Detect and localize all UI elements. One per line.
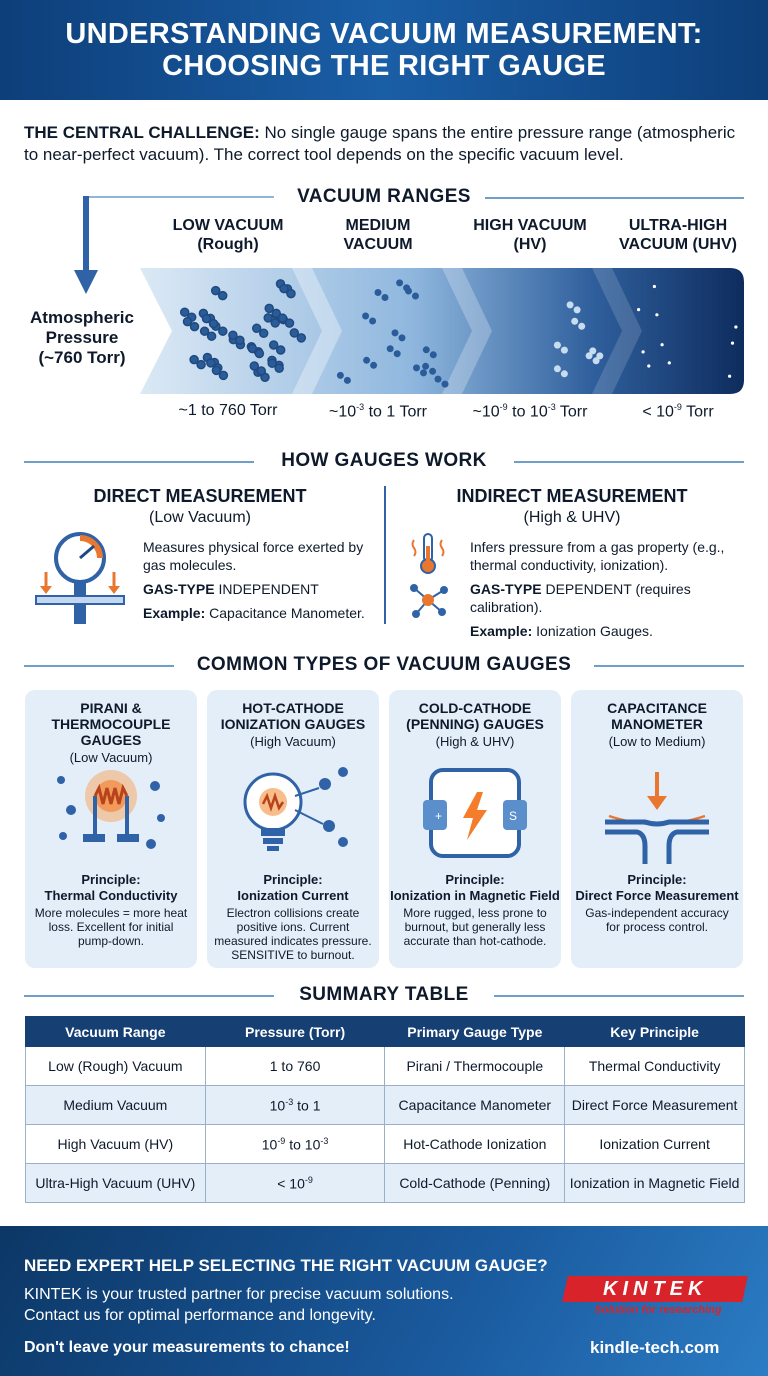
footer-text: KINTEK is your trusted partner for precise vacuum solutions. Contact us for optimal performance and longevity.	[24, 1286, 454, 1324]
range-label-low: LOW VACUUM (Rough)	[172, 217, 284, 253]
card-description: More molecules = more heat loss. Excellent for initial pump-down.	[34, 906, 188, 948]
intro-text	[24, 122, 748, 166]
indirect-title: INDIRECT MEASUREMENT	[456, 486, 688, 506]
gas-molecule	[637, 308, 640, 311]
gas-molecule	[219, 371, 227, 379]
footer-cta: Don't leave your measurements to chance!	[24, 1339, 350, 1356]
gas-molecule	[275, 364, 283, 372]
card-pirani-thermocouple	[25, 690, 197, 968]
cell-principle: Ionization in Magnetic Field	[565, 1164, 745, 1203]
cell-gauge: Pirani / Thermocouple	[385, 1047, 565, 1086]
cell-pressure: < $10^{-9}$	[205, 1164, 385, 1203]
cell-gauge: Hot-Cathode Ionization	[385, 1125, 565, 1164]
gas-molecule	[423, 346, 430, 353]
gas-molecule	[430, 351, 437, 358]
gas-molecule	[191, 323, 199, 331]
atmospheric-pressure-label: Atmospheric Pressure (~760 Torr)	[30, 308, 134, 367]
gas-molecule	[287, 290, 295, 298]
column-header: Key Principle	[565, 1017, 745, 1047]
range-value-high: $\sim 10^{-9}$ to $10^{-3}$ Torr	[472, 402, 588, 421]
gas-molecule	[561, 370, 568, 377]
footer-question: NEED EXPERT HELP SELECTING THE RIGHT VACUUM GAUGE?	[24, 1256, 548, 1275]
table-row	[26, 1047, 745, 1086]
gas-molecule	[375, 289, 382, 296]
card-cold-cathode	[389, 690, 561, 968]
logo-tagline: Solution for researching	[594, 1304, 722, 1316]
table-row	[26, 1125, 745, 1164]
card-principle: Principle: Thermal Conductivity	[44, 872, 178, 903]
range-value-ultra-high: < $10^{-9}$ Torr	[642, 402, 714, 421]
table-row	[26, 1164, 745, 1203]
indirect-description: Infers pressure from a gas property (e.g., thermal conductivity, ionization). GAS-TYPE DEPENDENT (requires calibration). Example: Ionization Gauges.	[470, 539, 725, 639]
gas-molecule	[647, 364, 650, 367]
section-summary-table	[24, 984, 744, 1006]
gas-molecule	[219, 292, 227, 300]
card-subtitle: (Low Vacuum)	[69, 750, 153, 765]
diaphragm-icon	[597, 766, 717, 866]
magnetic-field-icon	[415, 766, 535, 866]
gas-molecule	[392, 329, 399, 336]
range-value-medium: $\sim 10^{-3}$ to 1 Torr	[329, 402, 427, 421]
gas-molecule	[272, 309, 280, 317]
card-title: PIRANI & THERMOCOUPLE GAUGES	[51, 700, 171, 748]
gas-molecule	[363, 357, 370, 364]
cell-pressure: 1 to 760	[205, 1047, 385, 1086]
gas-molecule	[561, 347, 568, 354]
summary-table	[25, 1016, 745, 1203]
gas-molecule	[255, 350, 263, 358]
gas-molecule	[405, 288, 412, 295]
direct-title: DIRECT MEASUREMENT	[93, 486, 307, 506]
cell-pressure: $10^{-3}$ to 1	[205, 1086, 385, 1125]
direct-subtitle: (Low Vacuum)	[149, 509, 251, 526]
gas-molecule	[370, 362, 377, 369]
cell-range: Medium Vacuum	[26, 1086, 206, 1125]
gas-molecule	[399, 334, 406, 341]
gas-molecule	[734, 325, 737, 328]
direct-measurement-column	[30, 486, 370, 527]
gas-molecule	[731, 342, 734, 345]
gas-molecule	[362, 313, 369, 320]
gas-molecule	[435, 376, 442, 383]
card-title: CAPACITANCE MANOMETER	[607, 700, 707, 732]
card-capacitance-manometer	[571, 690, 743, 968]
direct-description: Measures physical force exerted by gas molecules. GAS-TYPE INDEPENDENT Example: Capacitance Manometer.	[143, 539, 365, 621]
gas-molecule	[554, 365, 561, 372]
column-divider	[384, 486, 386, 624]
gas-molecule	[297, 334, 305, 342]
intro-lead: THE CENTRAL CHALLENGE:	[24, 123, 260, 142]
gas-molecule	[260, 329, 268, 337]
gas-molecule	[396, 279, 403, 286]
gas-molecule	[394, 350, 401, 357]
gas-molecule	[442, 381, 449, 388]
heated-filament-icon	[51, 766, 171, 866]
gas-molecule	[277, 346, 285, 354]
gas-molecule	[574, 306, 581, 313]
column-header: Vacuum Range	[26, 1017, 206, 1047]
card-title: COLD-CATHODE (PENNING) GAUGES	[406, 700, 544, 732]
gas-molecule	[271, 319, 279, 327]
gas-molecule	[286, 319, 294, 327]
card-subtitle: (High Vacuum)	[250, 734, 336, 749]
title-line-2: CHOOSING THE RIGHT GAUGE	[162, 50, 606, 82]
cell-range: Ultra-High Vacuum (UHV)	[26, 1164, 206, 1203]
page-title	[0, 0, 768, 100]
footer-banner	[0, 1226, 768, 1376]
thermometer-icon	[408, 532, 448, 576]
range-label-ultra-high: ULTRA-HIGH VACUUM (UHV)	[619, 217, 737, 253]
svg-text:+: +	[435, 809, 443, 823]
cell-principle: Direct Force Measurement	[565, 1086, 745, 1125]
gas-molecule	[210, 320, 218, 328]
gas-molecule	[642, 350, 645, 353]
section-heading: HOW GAUGES WORK	[24, 450, 744, 472]
section-heading: SUMMARY TABLE	[24, 984, 744, 1006]
gas-molecule	[554, 342, 561, 349]
gas-molecule	[412, 293, 419, 300]
card-principle: Principle: Ionization Current	[237, 872, 349, 903]
range-value-low: ~1 to 760 Torr	[178, 402, 278, 419]
cell-range: Low (Rough) Vacuum	[26, 1047, 206, 1086]
column-header: Primary Gauge Type	[385, 1017, 565, 1047]
section-heading: VACUUM RANGES	[24, 186, 744, 208]
cell-range: High Vacuum (HV)	[26, 1125, 206, 1164]
molecule-network-icon	[406, 580, 450, 620]
gas-molecule	[387, 345, 394, 352]
gas-molecule	[655, 313, 658, 316]
card-title: HOT-CATHODE IONIZATION GAUGES	[220, 700, 366, 732]
light-bulb-icon	[233, 766, 353, 866]
range-label-high: HIGH VACUUM (HV)	[473, 217, 587, 253]
card-description: Electron collisions create positive ions. Current measured indicates pressure. SENSITIVE to burnout.	[214, 906, 372, 962]
gas-molecule	[337, 372, 344, 379]
gas-molecule	[593, 357, 600, 364]
cell-principle: Thermal Conductivity	[565, 1047, 745, 1086]
section-common-types	[24, 654, 744, 676]
website-link[interactable]: kindle-tech.com	[590, 1338, 720, 1357]
indirect-measurement-column	[402, 486, 742, 527]
card-hot-cathode	[207, 690, 379, 968]
gas-molecule	[236, 336, 244, 344]
title-line-1: UNDERSTANDING VACUUM MEASUREMENT:	[65, 18, 703, 50]
gas-molecule	[567, 301, 574, 308]
cell-principle: Ionization Current	[565, 1125, 745, 1164]
vacuum-range-band	[140, 268, 744, 394]
range-label-medium: MEDIUM VACUUM	[343, 217, 413, 253]
card-principle: Principle: Direct Force Measurement	[575, 872, 739, 903]
table-row	[26, 1086, 745, 1125]
gas-molecule	[661, 343, 664, 346]
gas-molecule	[257, 367, 265, 375]
svg-text:S: S	[509, 809, 518, 823]
gas-molecule	[578, 323, 585, 330]
section-heading: COMMON TYPES OF VACUUM GAUGES	[24, 654, 744, 676]
card-principle: Principle: Ionization in Magnetic Field	[390, 872, 560, 903]
gas-molecule	[382, 294, 389, 301]
gas-molecule	[208, 332, 216, 340]
gas-molecule	[197, 361, 205, 369]
column-header: Pressure (Torr)	[205, 1017, 385, 1047]
gas-molecule	[219, 327, 227, 335]
cell-gauge: Cold-Cathode (Penning)	[385, 1164, 565, 1203]
cell-gauge: Capacitance Manometer	[385, 1086, 565, 1125]
kintek-logo: KINTEK	[562, 1276, 748, 1302]
card-subtitle: (High & UHV)	[435, 734, 515, 749]
gas-molecule	[653, 285, 656, 288]
card-description: Gas-independent accuracy for process control.	[585, 906, 729, 934]
cell-pressure: $10^{-9}$ to $10^{-3}$	[205, 1125, 385, 1164]
gas-molecule	[586, 352, 593, 359]
pressure-gauge-icon	[30, 530, 130, 626]
gas-molecule	[344, 377, 351, 384]
intro-body: No single gauge spans the entire pressure range (atmospheric to near-perfect vacuum). The correct tool depends on the specific vacuum level.	[24, 123, 736, 164]
gas-molecule	[420, 369, 427, 376]
gas-molecule	[668, 361, 671, 364]
gas-molecule	[429, 368, 436, 375]
indirect-subtitle: (High & UHV)	[523, 509, 621, 526]
card-subtitle: (Low to Medium)	[608, 734, 706, 749]
gas-molecule	[422, 363, 429, 370]
gas-molecule	[728, 375, 731, 378]
table-header-row	[26, 1017, 745, 1047]
gas-molecule	[369, 318, 376, 325]
section-how-gauges-work	[24, 450, 744, 472]
gas-molecule	[413, 364, 420, 371]
gas-molecule	[571, 318, 578, 325]
card-description: More rugged, less prone to burnout, but generally less accurate than hot-cathode.	[403, 906, 547, 948]
